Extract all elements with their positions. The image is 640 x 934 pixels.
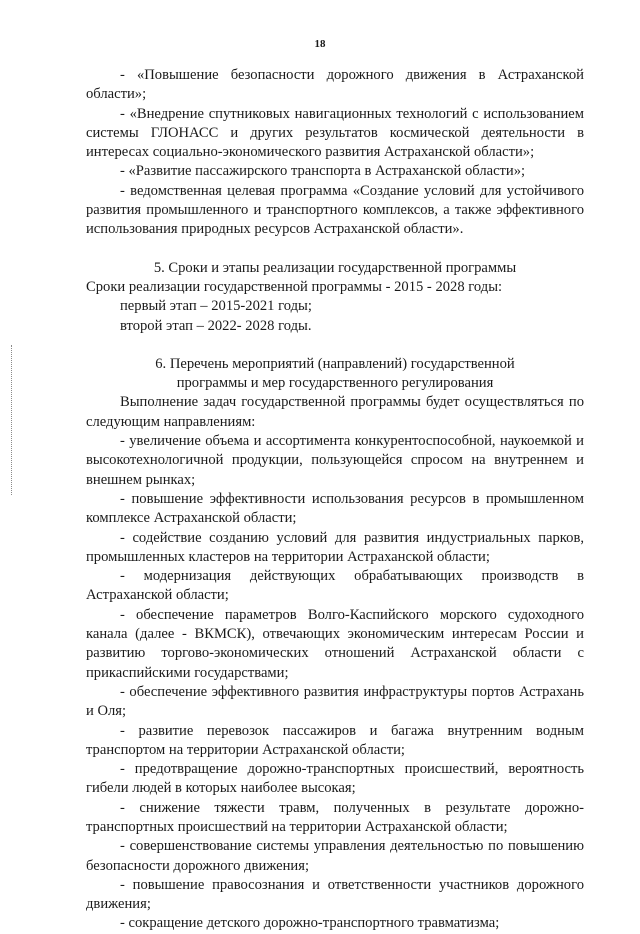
section-5-heading: 5. Сроки и этапы реализации государственной программы (153, 259, 517, 276)
list-item: - совершенствование системы управления деятельностью по повышению безопасности дорожного движения; (86, 838, 584, 874)
stage-2: второй этап – 2022- 2028 годы. (120, 317, 312, 334)
section-6-intro: Выполнение задач государственной программы будет осуществляться по следующим направлениям: (86, 394, 584, 430)
list-item: - увеличение объема и ассортимента конкурентоспособной, наукоемкой и высокотехнологичной продукции, пользующейся спросом на внутреннем и внешнем рынках; (86, 433, 584, 488)
page-body (86, 66, 584, 934)
list-item: - «Развитие пассажирского транспорта в Астраханской области»; (120, 163, 526, 180)
paragraph-spacer (86, 336, 584, 355)
list-item: - обеспечение параметров Волго-Каспийского морского судоходного канала (далее - ВКМСК), отвечающих экономическим интересам России и развитию торгово-экономических отношений Астраханской области с прикаспийскими государствами; (86, 606, 584, 681)
list-item: - повышение правосознания и ответственности участников дорожного движения; (86, 876, 584, 913)
section-6-heading-line1: 6. Перечень мероприятий (направлений) государственной (155, 355, 515, 372)
list-item: - предотвращение дорожно-транспортных происшествий, вероятность гибели людей в которых наиболее высокая; (86, 761, 584, 797)
page-number: 18 (314, 38, 326, 50)
list-item: - снижение тяжести травм, полученных в результате дорожно-транспортных происшествий на территории Астраханской области; (86, 799, 584, 835)
list-item: - повышение эффективности использования ресурсов в промышленном комплексе Астраханской области; (86, 490, 584, 527)
list-item: - «Внедрение спутниковых навигационных технологий с использованием системы ГЛОНАСС и других результатов космической деятельности в интересах социально-экономического развития Астраханской области»; (86, 105, 584, 161)
list-item: - обеспечение эффективного развития инфраструктуры портов Астрахань и Оля; (86, 683, 584, 720)
list-item: - «Повышение безопасности дорожного движения в Астраханской области»; (86, 67, 584, 103)
stage-1: первый этап – 2015-2021 годы; (120, 298, 312, 315)
list-item: - сокращение детского дорожно-транспортного травматизма; (120, 915, 500, 932)
list-item: - развитие перевозок пассажиров и багажа внутренним водным транспортом на территории Астраханской области; (86, 722, 584, 758)
list-item: - содействие созданию условий для развития индустриальных парков, промышленных кластеров на территории Астраханской области; (86, 529, 584, 565)
list-item: - ведомственная целевая программа «Создание условий для устойчивого развития промышленного и транспортного комплексов, а также эффективного использования природных ресурсов Астраханской области». (86, 182, 584, 238)
list-item: - модернизация действующих обрабатывающих производств в Астраханской области; (86, 568, 584, 604)
section-6-heading-line2: программы и мер государственного регулирования (176, 375, 494, 392)
scan-edge-mark (11, 345, 13, 495)
paragraph-spacer (86, 240, 584, 259)
section-5-intro: Сроки реализации государственной программы - 2015 - 2028 годы: (86, 278, 503, 295)
